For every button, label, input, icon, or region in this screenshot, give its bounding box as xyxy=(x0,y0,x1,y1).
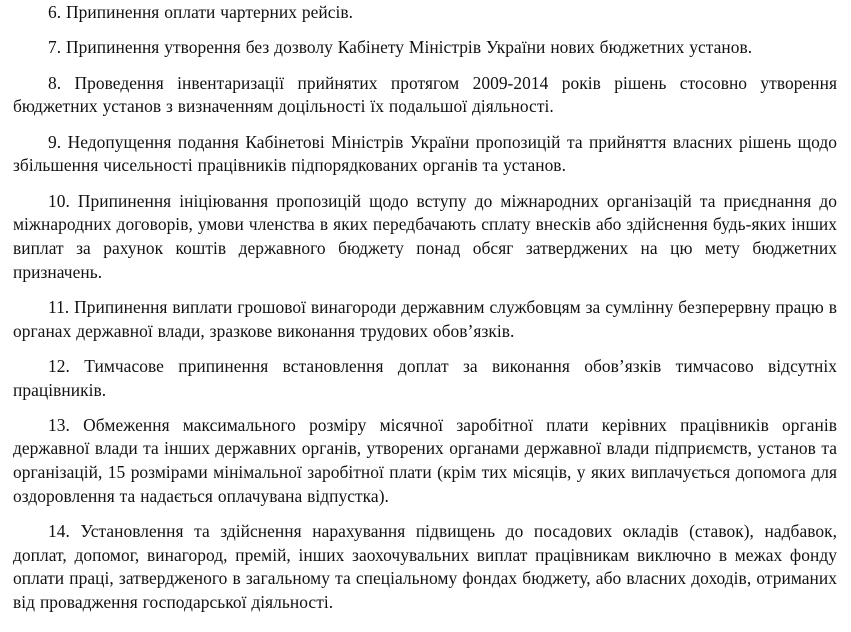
paragraph-item-11: 11. Припинення виплати грошової винагороди державним службовцям за сумлінну безперервну працю в органах державної влади, зразкове виконання трудових обов’язків. xyxy=(13,296,837,341)
paragraph-item-13: 13. Обмеження максимального розміру місячної заробітної плати керівних працівників органів державної влади та інших державних органів, утворених органами державної влади підприємств, установ та організацій, 15 розмірами мінімальної заробітної плати (крім тих місяців, у яких виплачується допомога для оздоровлення та надається оплачувана відпустка). xyxy=(13,414,837,506)
paragraph-item-12: 12. Тимчасове припинення встановлення доплат за виконання обов’язків тимчасово відсутніх працівників. xyxy=(13,355,837,400)
paragraph-item-8: 8. Проведення інвентаризації прийнятих протягом 2009-2014 років рішень стосовно утворення бюджетних установ з визначенням доцільності їх подальшої діяльності. xyxy=(13,72,837,117)
paragraph-item-6: 6. Припинення оплати чартерних рейсів. xyxy=(48,2,354,22)
paragraph-item-7: 7. Припинення утворення без дозволу Кабінету Міністрів України нових бюджетних установ. xyxy=(48,37,753,58)
paragraph-item-14: 14. Установлення та здійснення нарахування підвищень до посадових окладів (ставок), надбавок, доплат, допомог, винагород, премій, інших заохочувальних виплат працівникам виключно в межах фонду оплати праці, затвердженого в загальному та спеціальному фондах бюджету, або власних доходів, отриманих від провадження господарської діяльності. xyxy=(13,521,837,612)
document-body xyxy=(13,0,837,614)
paragraph-item-9: 9. Недопущення подання Кабінетові Міністрів України пропозицій та прийняття власних рішень щодо збільшення чисельності працівників підпорядкованих органів та установ. xyxy=(13,131,837,176)
paragraph-item-10: 10. Припинення ініціювання пропозицій щодо вступу до міжнародних організацій та приєднання до міжнародних договорів, умови членства в яких передбачають сплату внесків або здійснення будь-яких інших виплат за рахунок коштів державного бюджету понад обсяг затверджених на цю мету бюджетних призначень. xyxy=(13,190,837,282)
